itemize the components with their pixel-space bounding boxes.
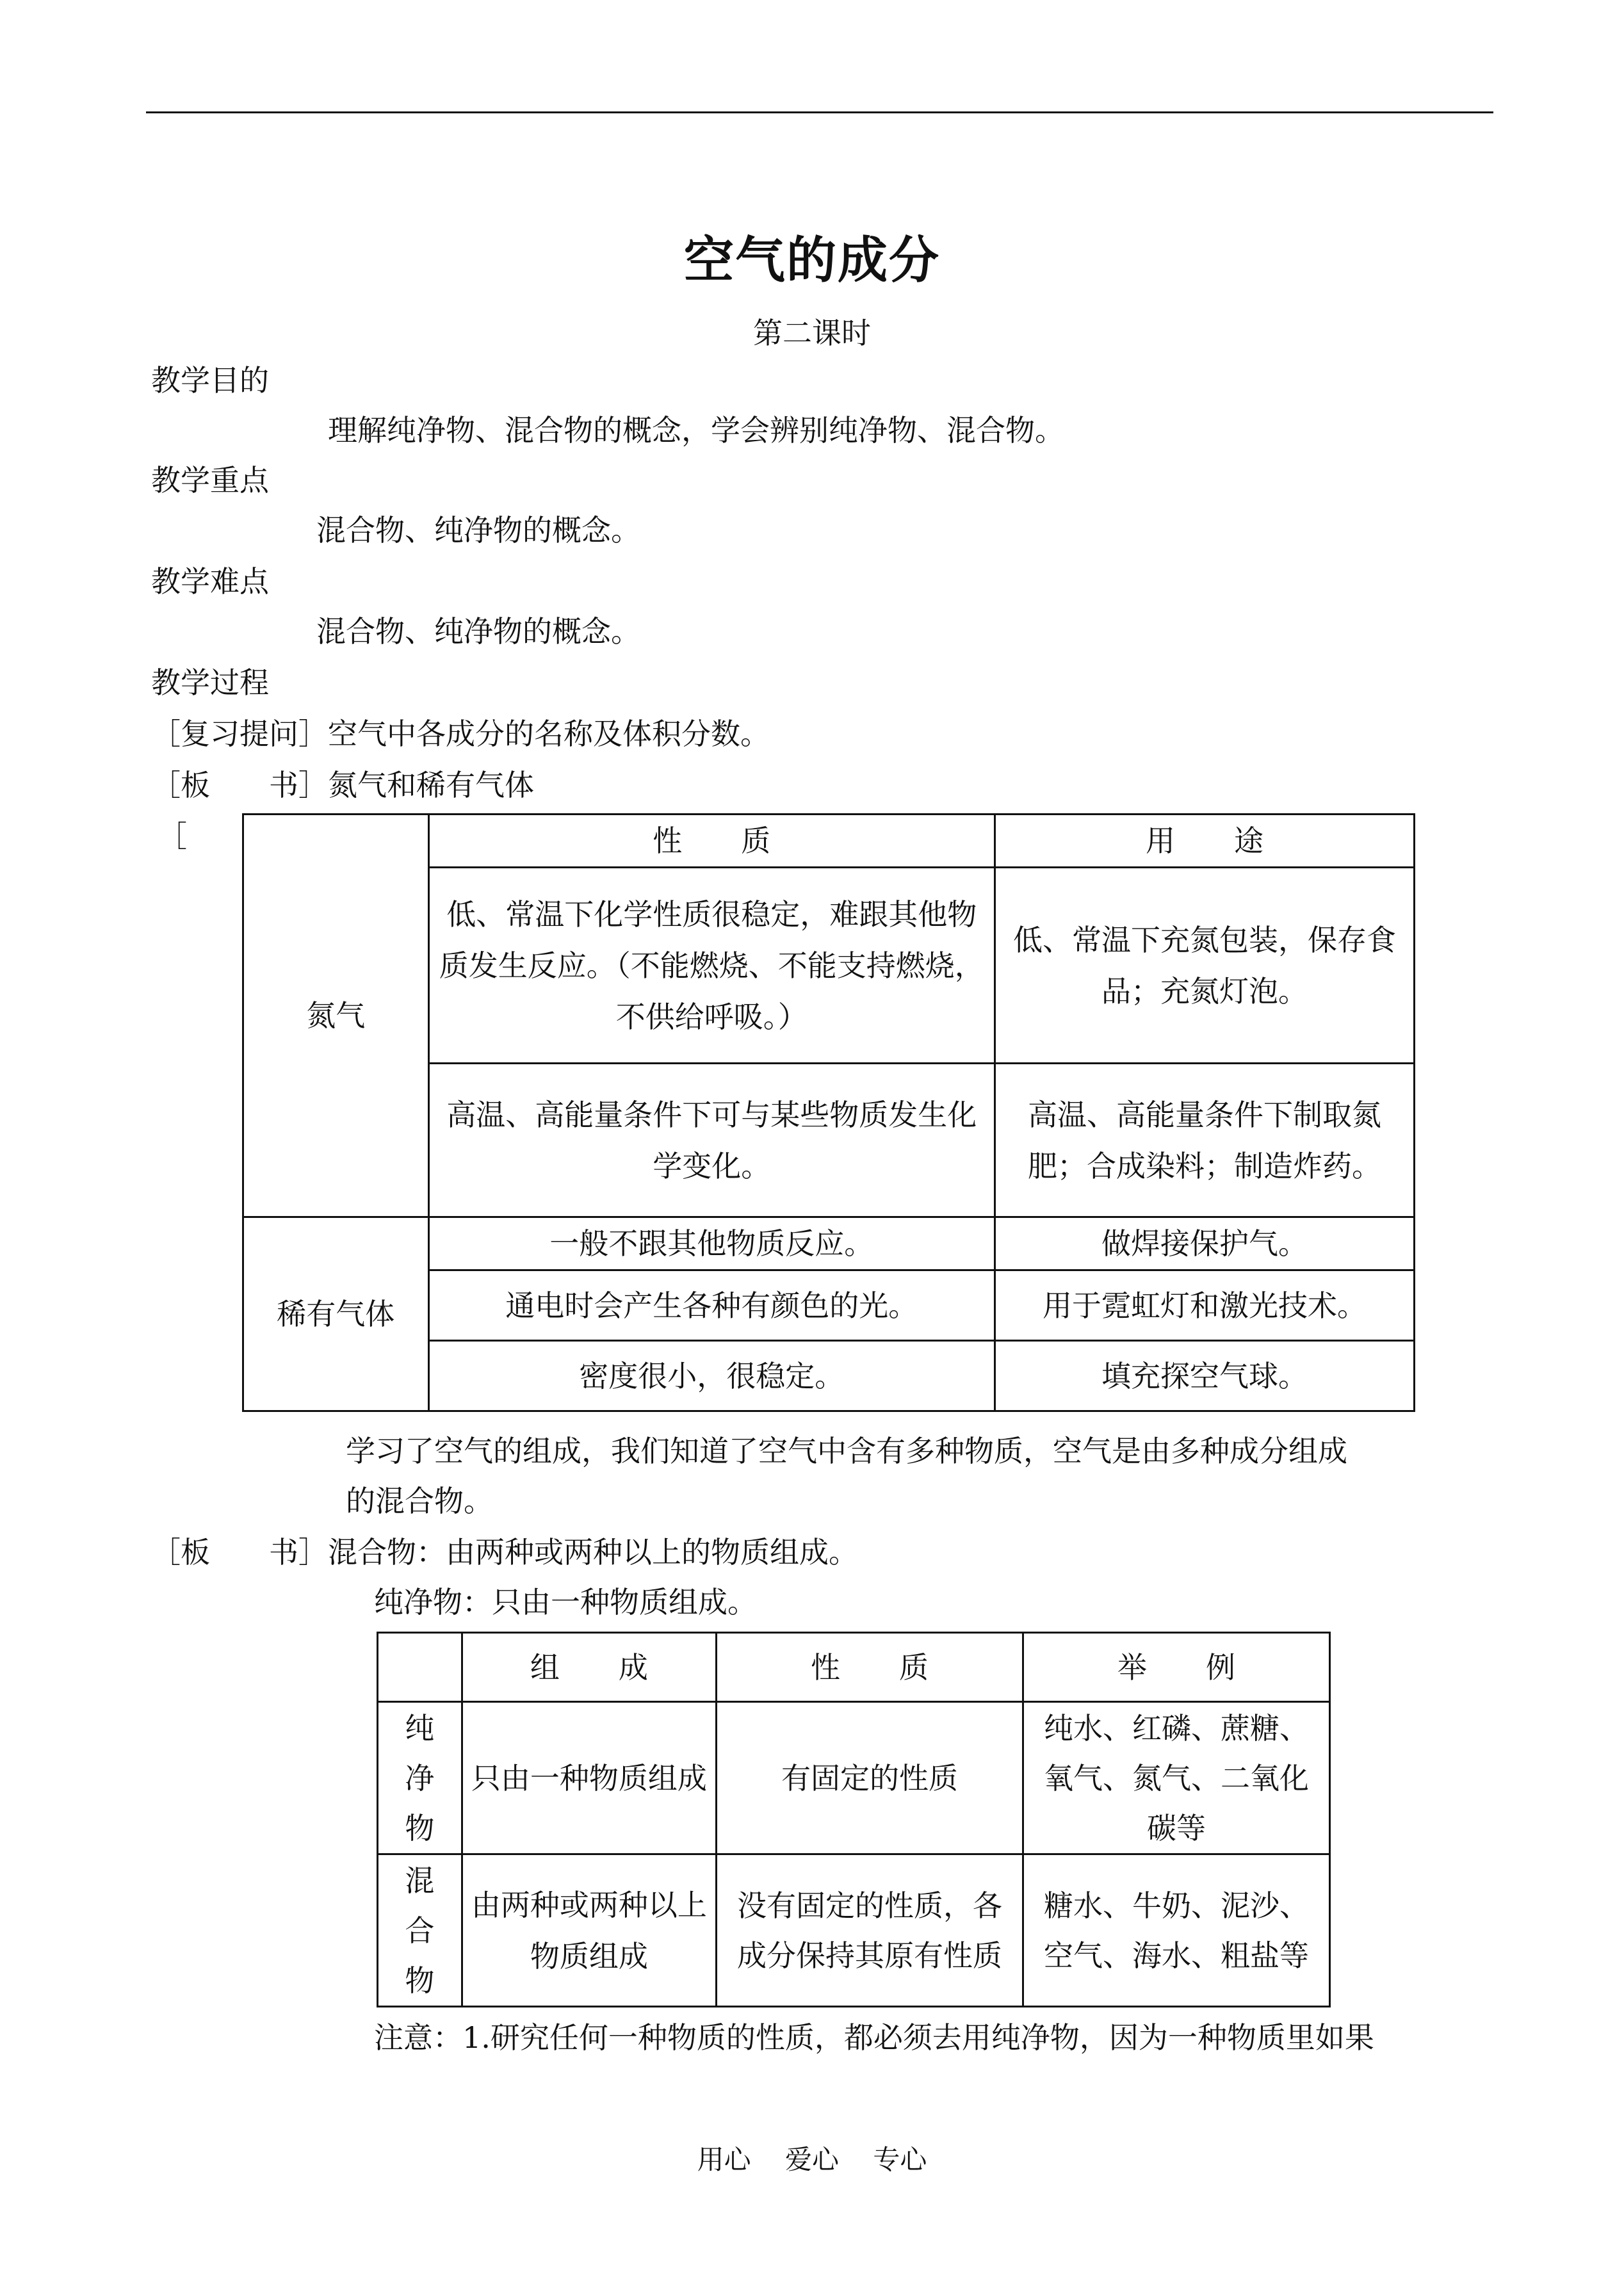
nitrogen-use-2: 高温、高能量条件下制取氮肥；合成染料；制造炸药。: [995, 1064, 1415, 1217]
goal-heading: 教学目的: [151, 363, 269, 398]
mixture-composition: 由两种或两种以上物质组成: [462, 1854, 716, 2007]
compare-table: [377, 1632, 1331, 2007]
goal-text: 理解纯净物、混合物的概念，学会辨别纯净物、混合物。: [328, 413, 1064, 448]
rare-gas-cell: 稀有气体: [243, 1217, 429, 1411]
gas-table-row: [243, 1217, 1415, 1270]
review-question: ［复习提问］空气中各成分的名称及体积分数。: [151, 717, 770, 751]
rare-gas-use-2: 用于霓虹灯和激光技术。: [995, 1270, 1415, 1341]
rare-gas-use-1: 做焊接保护气。: [995, 1217, 1415, 1270]
compare-header-property: 性 质: [716, 1633, 1023, 1702]
pure-examples: 纯水、红磷、蔗糖、氧气、氮气、二氧化碳等: [1023, 1702, 1329, 1854]
nitrogen-cell: 氮气: [243, 815, 429, 1217]
nitrogen-property-1: 低、常温下化学性质很稳定，难跟其他物质发生反应。（不能燃烧、不能支持燃烧，不供给呼吸。）: [428, 868, 995, 1064]
compare-header-empty: [378, 1633, 462, 1702]
pure-char: 物: [405, 1810, 435, 1845]
paragraph-line-1: 学习了空气的组成，我们知道了空气中含有多种物质，空气是由多种成分组成: [346, 1434, 1347, 1468]
nitrogen-property-2: 高温、高能量条件下可与某些物质发生化学变化。: [428, 1064, 995, 1217]
key-heading: 教学重点: [151, 463, 269, 498]
board-note-2: ［板 书］混合物：由两种或两种以上的物质组成。: [151, 1535, 858, 1569]
pure-char: 纯: [405, 1710, 435, 1746]
paragraph-line-2: 的混合物。: [346, 1484, 493, 1518]
rare-gas-use-3: 填充探空气球。: [995, 1341, 1415, 1411]
rare-gas-property-3: 密度很小，很稳定。: [428, 1341, 995, 1411]
pure-definition: 纯净物：只由一种物质组成。: [374, 1585, 757, 1619]
table-row: [378, 1854, 1330, 2007]
mixture-property: 没有固定的性质，各成分保持其原有性质: [716, 1854, 1023, 2007]
board-note-1: ［板 书］氮气和稀有气体: [151, 768, 534, 802]
mixture-char: 合: [405, 1913, 435, 1948]
mixture-cell: [378, 1854, 462, 2007]
difficulty-text: 混合物、纯净物的概念。: [316, 614, 640, 649]
stray-bracket: ［: [158, 819, 187, 854]
pure-substance-cell: [378, 1702, 462, 1854]
gas-table-header: [243, 815, 1415, 868]
gas-table: [242, 813, 1415, 1412]
page-subtitle: 第二课时: [753, 316, 871, 350]
mixture-char: 物: [405, 1963, 435, 1998]
key-text: 混合物、纯净物的概念。: [316, 513, 640, 547]
gas-header-use: 用 途: [995, 815, 1415, 868]
page-title: 空气的成分: [683, 231, 940, 289]
pure-composition: 只由一种物质组成: [462, 1702, 716, 1854]
difficulty-heading: 教学难点: [151, 564, 269, 599]
nitrogen-use-1: 低、常温下充氮包装，保存食品；充氮灯泡。: [995, 868, 1415, 1064]
mixture-examples: 糖水、牛奶、泥沙、空气、海水、粗盐等: [1023, 1854, 1329, 2007]
rare-gas-property-1: 一般不跟其他物质反应。: [428, 1217, 995, 1270]
gas-header-property: 性 质: [428, 815, 995, 868]
note-line: 注意：1.研究任何一种物质的性质，都必须去用纯净物，因为一种物质里如果: [374, 2020, 1374, 2055]
pure-property: 有固定的性质: [716, 1702, 1023, 1854]
table-row: [378, 1702, 1330, 1854]
compare-header-composition: 组 成: [462, 1633, 716, 1702]
compare-header-examples: 举 例: [1023, 1633, 1329, 1702]
mixture-char: 混: [405, 1863, 435, 1898]
header-rule: [146, 111, 1493, 113]
rare-gas-property-2: 通电时会产生各种有颜色的光。: [428, 1270, 995, 1341]
compare-table-header: [378, 1633, 1330, 1702]
page-footer: 用心 爱心 专心: [697, 2144, 927, 2175]
pure-char: 净: [405, 1760, 435, 1796]
process-heading: 教学过程: [151, 665, 269, 700]
